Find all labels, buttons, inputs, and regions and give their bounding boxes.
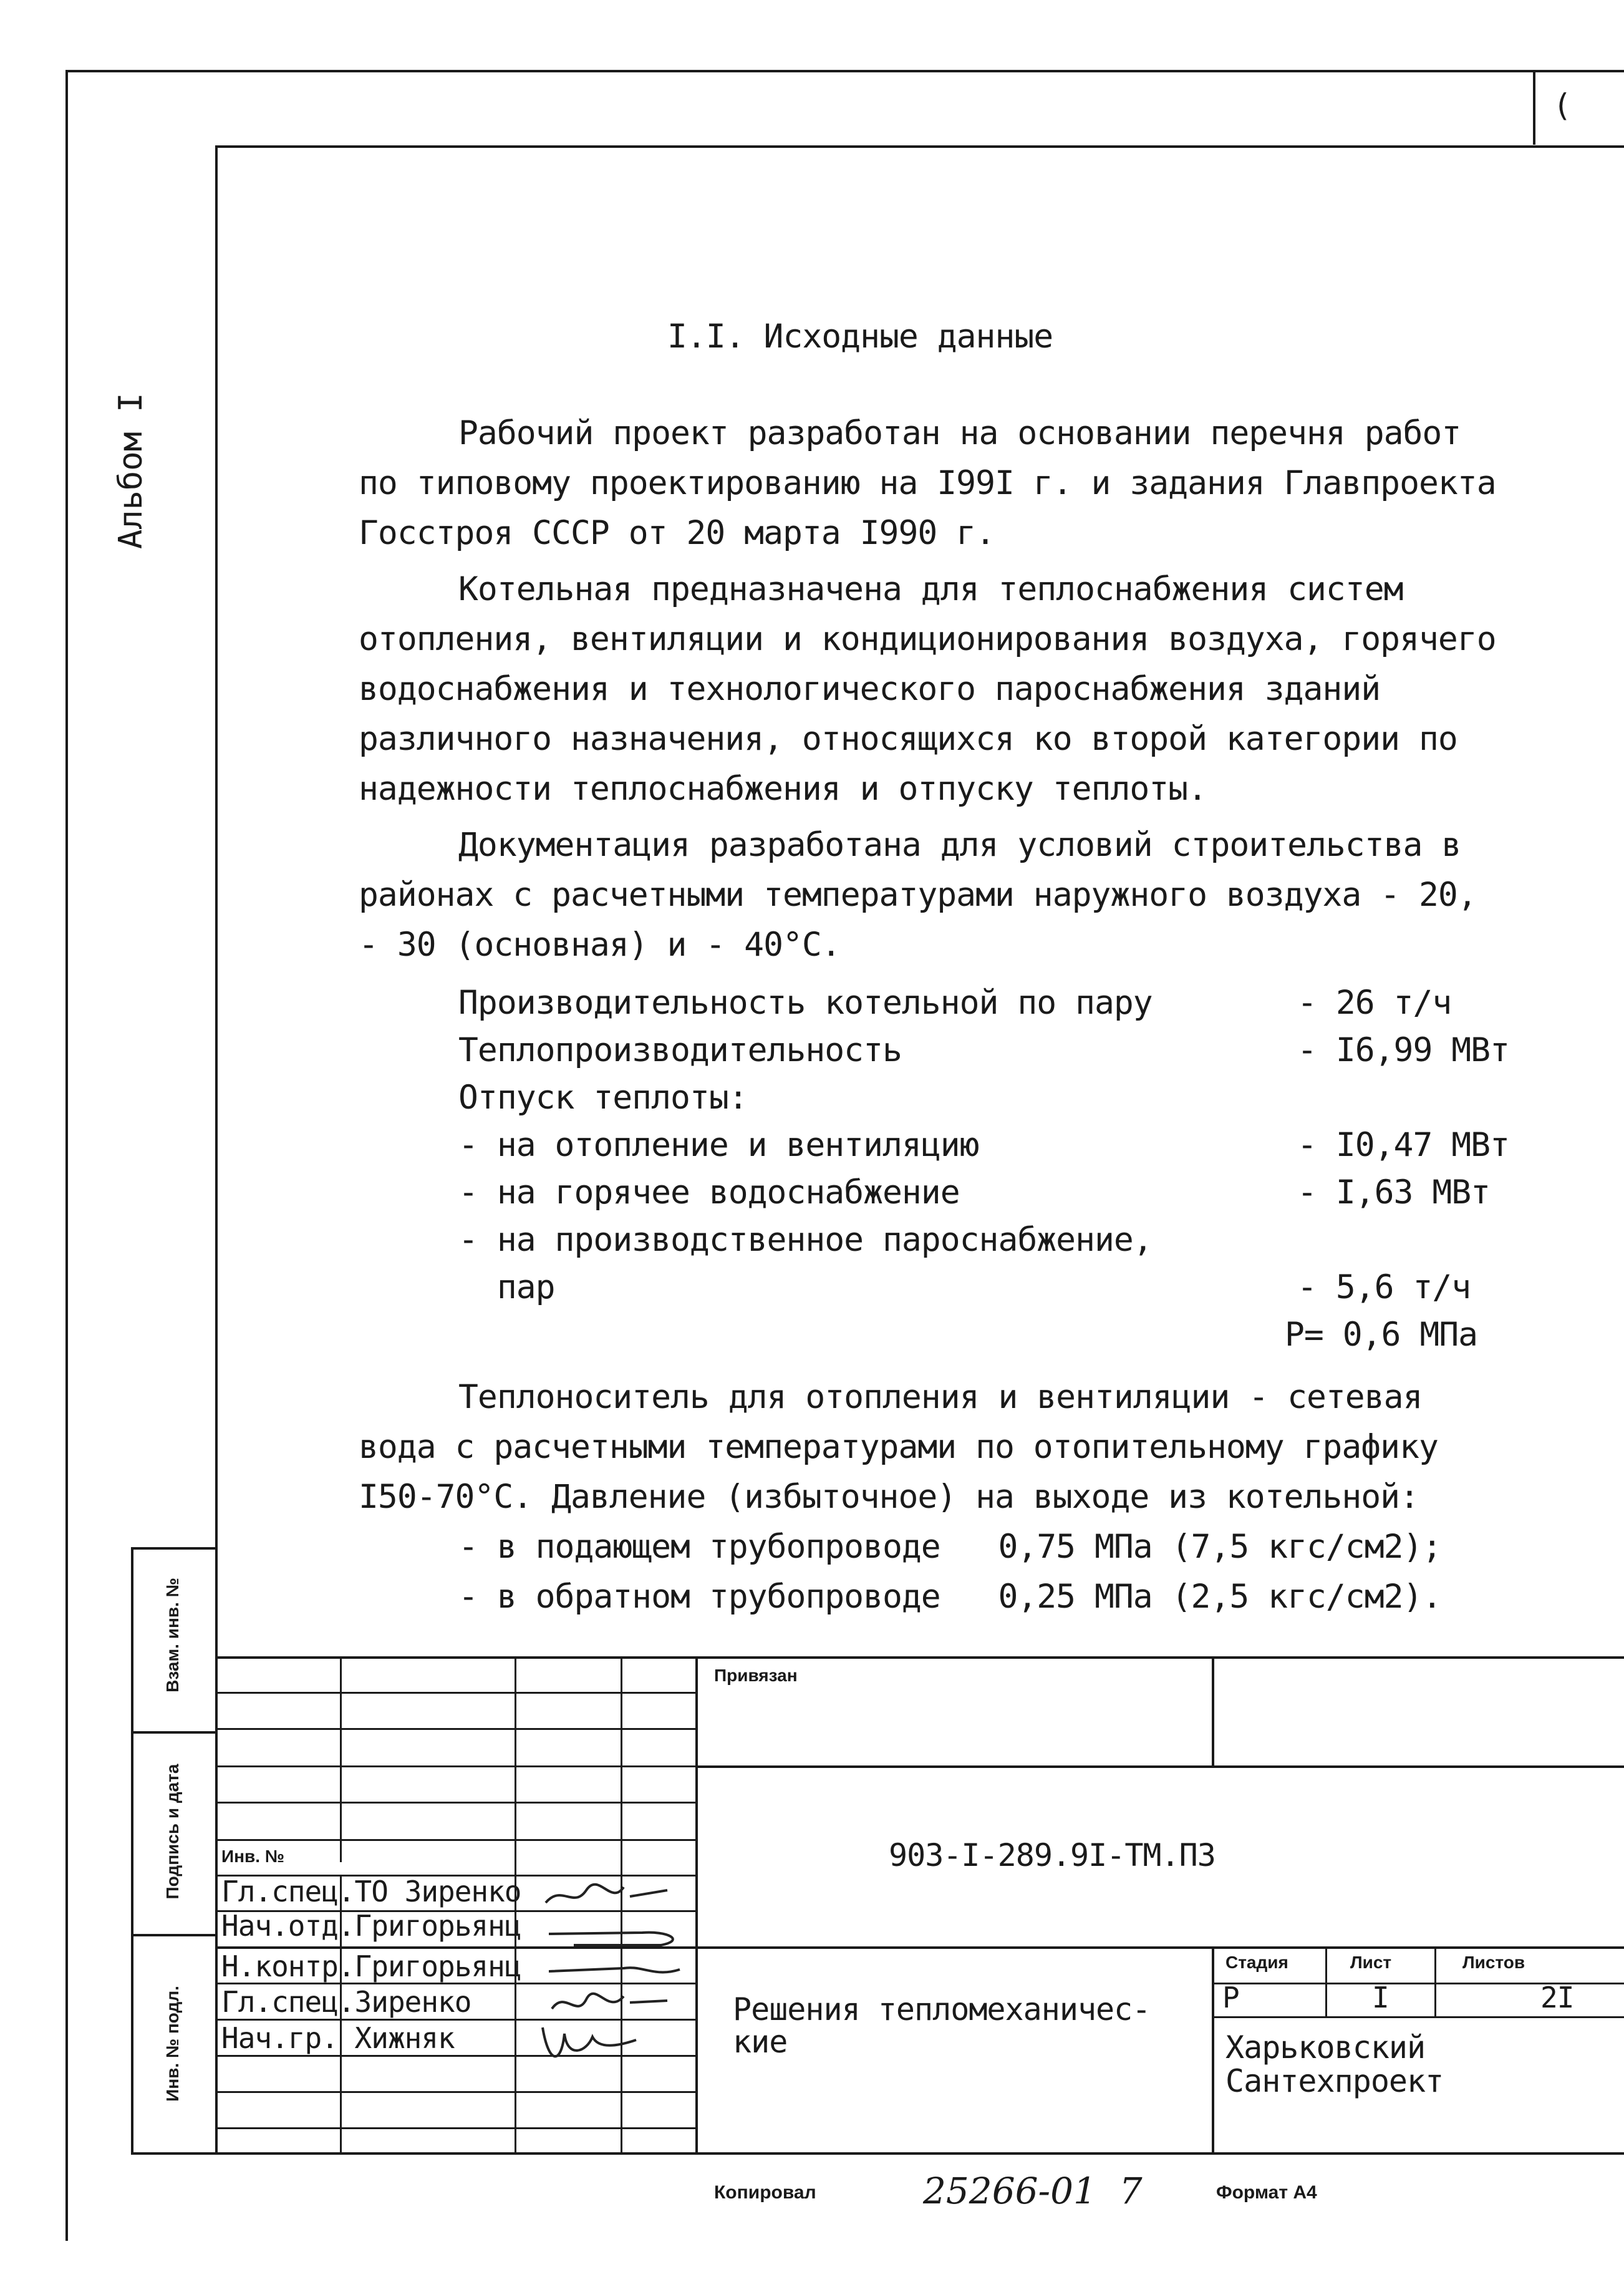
para2-line: водоснабжения и технологического пароснабжения зданий — [359, 670, 1381, 708]
handwritten-number: 25266-01 7 — [923, 2170, 1143, 2212]
listov-label: Листов — [1462, 1953, 1525, 1972]
stamp-h-line — [215, 1656, 1624, 1659]
album-label: Альбом I — [112, 392, 150, 549]
margin-sep-3 — [131, 1934, 215, 1936]
stamp-row-3: Н.контр.Григорьянц — [221, 1950, 521, 1983]
spec-row: - на горячее водоснабжение - I,63 МВт — [458, 1173, 1491, 1211]
corner-box-line — [1533, 70, 1535, 145]
listov-value: 2I — [1540, 1981, 1574, 2014]
para3-line: - 30 (основная) и - 40°С. — [359, 926, 841, 964]
para1-line: Рабочий проект разработан на основании перечня работ — [458, 414, 1461, 452]
para4-line: I50-70°С. Давление (избыточное) на выходе из котельной: — [359, 1478, 1419, 1516]
spec-row: Р= 0,6 МПа — [1285, 1316, 1478, 1354]
stamp-h-line — [695, 1765, 1624, 1768]
stamp-h-line — [215, 2091, 695, 2093]
para2-line: отопления, вентиляции и кондиционирования воздуха, горячего — [359, 620, 1496, 658]
stamp-v-line — [1212, 1946, 1214, 2152]
stamp-row-5: Нач.гр. Хижняк — [221, 2021, 455, 2055]
spec-row: пар - 5,6 т/ч — [458, 1268, 1471, 1306]
inner-frame-left-line — [215, 145, 218, 2154]
stamp-row-2: Нач.отд.Григорьянц — [221, 1909, 521, 1943]
page-corner-mark: ( — [1553, 87, 1572, 124]
para2-line: Котельная предназначена для теплоснабжения систем — [458, 570, 1403, 608]
podpis-data-label: Подпись и дата — [163, 1764, 182, 1900]
margin-sep-2 — [131, 1731, 215, 1734]
paragraph-heat-carrier — [359, 1372, 1438, 1522]
stamp-h-line — [215, 1946, 1624, 1949]
stamp-h-line — [215, 1692, 695, 1694]
margin-column-left — [131, 1547, 133, 2152]
stamp-h-line — [215, 1728, 695, 1730]
stamp-v-line — [340, 1656, 342, 1862]
stamp-v-line — [1212, 1656, 1214, 1765]
pressure-line: - в обратном трубопроводе 0,25 МПа (2,5 кгс/см2). — [458, 1578, 1442, 1616]
signature-zirenko-1 — [543, 1878, 680, 1912]
signature-grigoryants-2 — [549, 1956, 692, 1984]
stamp-h-line — [215, 1802, 695, 1804]
doc-title: Решения тепломеханичес- кие — [733, 1991, 1151, 2060]
para1-line: Госстроя СССР от 20 марта I990 г. — [359, 514, 995, 552]
doc-code: 903-I-289.9I-TM.ПЗ — [889, 1837, 1216, 1873]
list-label: Лист — [1350, 1953, 1392, 1972]
paragraph-purpose — [359, 565, 1496, 814]
stamp-row-1: Гл.спец.ТО Зиренко — [221, 1875, 521, 1908]
stadia-value: Р — [1222, 1981, 1239, 2014]
stamp-row-4: Гл.спец.Зиренко — [221, 1985, 471, 2019]
stamp-v-line — [1434, 1946, 1436, 2018]
para2-line: различного назначения, относящихся ко второй категории по — [359, 720, 1457, 758]
spec-row: - на отопление и вентиляцию - I0,47 МВт — [458, 1126, 1509, 1164]
para1-line: по типовому проектированию на I99I г. и задания Главпроекта — [359, 464, 1496, 502]
specs-list — [458, 978, 1531, 1357]
margin-sep-4 — [131, 2152, 215, 2155]
para3-line: Документация разработана для условий строительства в — [458, 826, 1461, 864]
inner-frame-top-line — [215, 145, 1624, 148]
signature-khizhnyak — [536, 2015, 661, 2071]
pressure-line: - в подающем трубопроводе 0,75 МПа (7,5 кгс/см2); — [458, 1528, 1442, 1566]
left-frame-line — [65, 70, 68, 2241]
inv-zam-label: Взам. инв. № — [163, 1578, 182, 1692]
stamp-h-line — [215, 1839, 695, 1841]
list-value: I — [1372, 1981, 1389, 2014]
stamp-h-line — [1212, 2016, 1624, 2018]
para4-line: Теплоноситель для отопления и вентиляции - сетевая — [458, 1378, 1423, 1416]
organization: Харьковский Сантехпроект — [1225, 2029, 1444, 2099]
signature-grigoryants-1 — [549, 1915, 692, 1950]
para2-line: надежности теплоснабжения и отпуску теплоты. — [359, 770, 1207, 808]
inv-no-label: Инв. № — [221, 1847, 285, 1866]
para3-line: районах с расчетными температурами наружного воздуха - 20, — [359, 876, 1477, 914]
spec-row: - на производственное пароснабжение, — [458, 1221, 1153, 1259]
stamp-h-line — [215, 2127, 695, 2129]
stamp-h-line — [215, 1765, 695, 1767]
spec-row: Отпуск теплоты: — [458, 1079, 748, 1117]
spec-row: Теплопроизводительность - I6,99 МВт — [458, 1031, 1509, 1069]
inv-podl-label: Инв. № подл. — [163, 1986, 182, 2102]
para4-line: вода с расчетными температурами по отопительному графику — [359, 1428, 1438, 1466]
stadia-label: Стадия — [1225, 1953, 1288, 1972]
kopiroval-label: Копировал — [714, 2182, 816, 2203]
top-frame-line — [65, 70, 1624, 72]
paragraph-basis — [359, 409, 1496, 558]
pressure-list — [458, 1522, 1441, 1622]
spec-row: Производительность котельной по пару - 26 т/ч — [458, 984, 1452, 1022]
paragraph-conditions — [359, 820, 1477, 970]
format-label: Формат А4 — [1216, 2182, 1317, 2203]
stamp-h-line — [215, 2152, 1624, 2155]
section-heading: I.I. Исходные данные — [667, 318, 1053, 356]
stamp-v-line — [1325, 1946, 1327, 2018]
privyazan-label: Привязан — [714, 1666, 798, 1685]
stamp-v-line — [695, 1656, 698, 2152]
